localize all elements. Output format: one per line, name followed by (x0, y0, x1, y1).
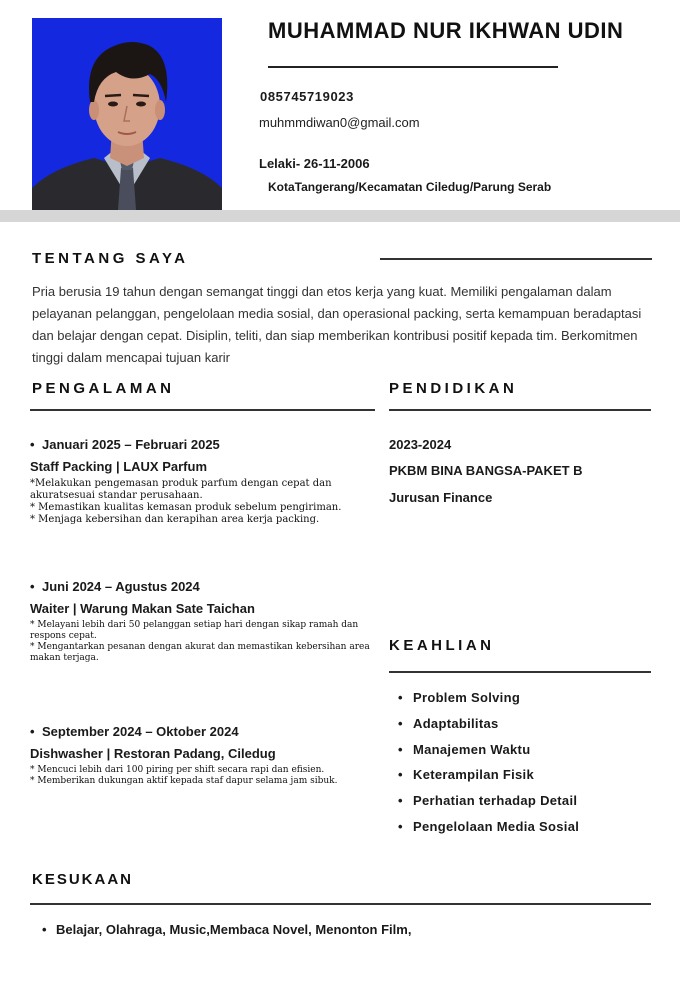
skill-item: • Perhatian terhadap Detail (398, 793, 579, 819)
education-major: Jurusan Finance (389, 490, 493, 505)
skill-item: • Keterampilan Fisik (398, 767, 579, 793)
skills-heading: KEAHLIAN (389, 637, 495, 654)
skills-list (398, 690, 579, 845)
job-duty: * Memastikan kualitas kemasan produk sebelum pengiriman. (30, 502, 342, 513)
gender-birthdate: Lelaki- 26-11-2006 (259, 156, 370, 171)
job-duty: * Memberikan dukungan aktif kepada staf dapur selama jam sibuk. (30, 776, 338, 786)
experience-divider (30, 409, 375, 411)
name-divider (268, 66, 558, 68)
job-description (30, 765, 375, 787)
hobbies-text: • Belajar, Olahraga, Music,Membaca Novel, Menonton Film, (42, 922, 411, 937)
education-school: PKBM BINA BANGSA-PAKET B (389, 463, 583, 478)
job-date: • Januari 2025 – Februari 2025 (30, 437, 375, 452)
profile-photo (32, 18, 222, 210)
skill-item: • Adaptabilitas (398, 716, 579, 742)
candidate-name: MUHAMMAD NUR IKHWAN UDIN (268, 18, 624, 43)
job-duty: * Mencuci lebih dari 100 piring per shift secara rapi dan efisien. (30, 765, 325, 775)
about-text: Pria berusia 19 tahun dengan semangat tinggi dan etos kerja yang kuat. Memiliki pengalaman dalam pelayanan pelanggan, pengelolaan media sosial, dan operasional packing, serta kemampuan beradaptasi dan belajar dengan cepat. Disiplin, teliti, dan siap memberikan kontribusi positif kepada tim. Berkomitmen tinggi dalam mencapai tujuan karir (32, 284, 642, 365)
experience-heading: PENGALAMAN (32, 380, 175, 397)
job-duty: * Melayani lebih dari 50 pelanggan setiap hari dengan sikap ramah dan respons cepat. (30, 620, 359, 641)
education-years: 2023-2024 (389, 437, 452, 452)
job-date: • Juni 2024 – Agustus 2024 (30, 579, 375, 594)
job-title: Dishwasher | Restoran Padang, Ciledug (30, 746, 276, 761)
skill-item: • Manajemen Waktu (398, 742, 579, 768)
phone-number: 085745719023 (260, 89, 354, 104)
skill-item: • Problem Solving (398, 690, 579, 716)
hobbies-heading: KESUKAAN (32, 871, 134, 888)
header-band (0, 210, 680, 222)
email-address: muhmmdiwan0@gmail.com (259, 115, 420, 130)
education-heading: PENDIDIKAN (389, 380, 518, 397)
skill-item: • Pengelolaan Media Sosial (398, 819, 579, 845)
job-date: • September 2024 – Oktober 2024 (30, 724, 375, 739)
about-heading: TENTANG SAYA (32, 250, 189, 267)
about-divider (380, 258, 652, 260)
job-entry (30, 437, 375, 526)
job-title: Staff Packing | LAUX Parfum (30, 459, 208, 474)
job-entry (30, 724, 375, 787)
job-duty: * Menjaga kebersihan dan kerapihan area kerja packing. (30, 514, 320, 525)
job-duty: *Melakukan pengemasan produk parfum dengan cepat dan akuratsesuai standar perusahaan. (30, 478, 332, 501)
job-description (30, 478, 375, 526)
job-duty: * Mengantarkan pesanan dengan akurat dan memastikan kebersihan area makan terjaga. (30, 642, 370, 663)
hobbies-divider (30, 903, 651, 905)
job-title: Waiter | Warung Makan Sate Taichan (30, 601, 255, 616)
education-divider (389, 409, 651, 411)
job-entry (30, 579, 375, 664)
address: KotaTangerang/Kecamatan Ciledug/Parung Serab (268, 180, 552, 194)
job-description (30, 620, 375, 664)
skills-divider (389, 671, 651, 673)
portrait-image (32, 18, 222, 210)
